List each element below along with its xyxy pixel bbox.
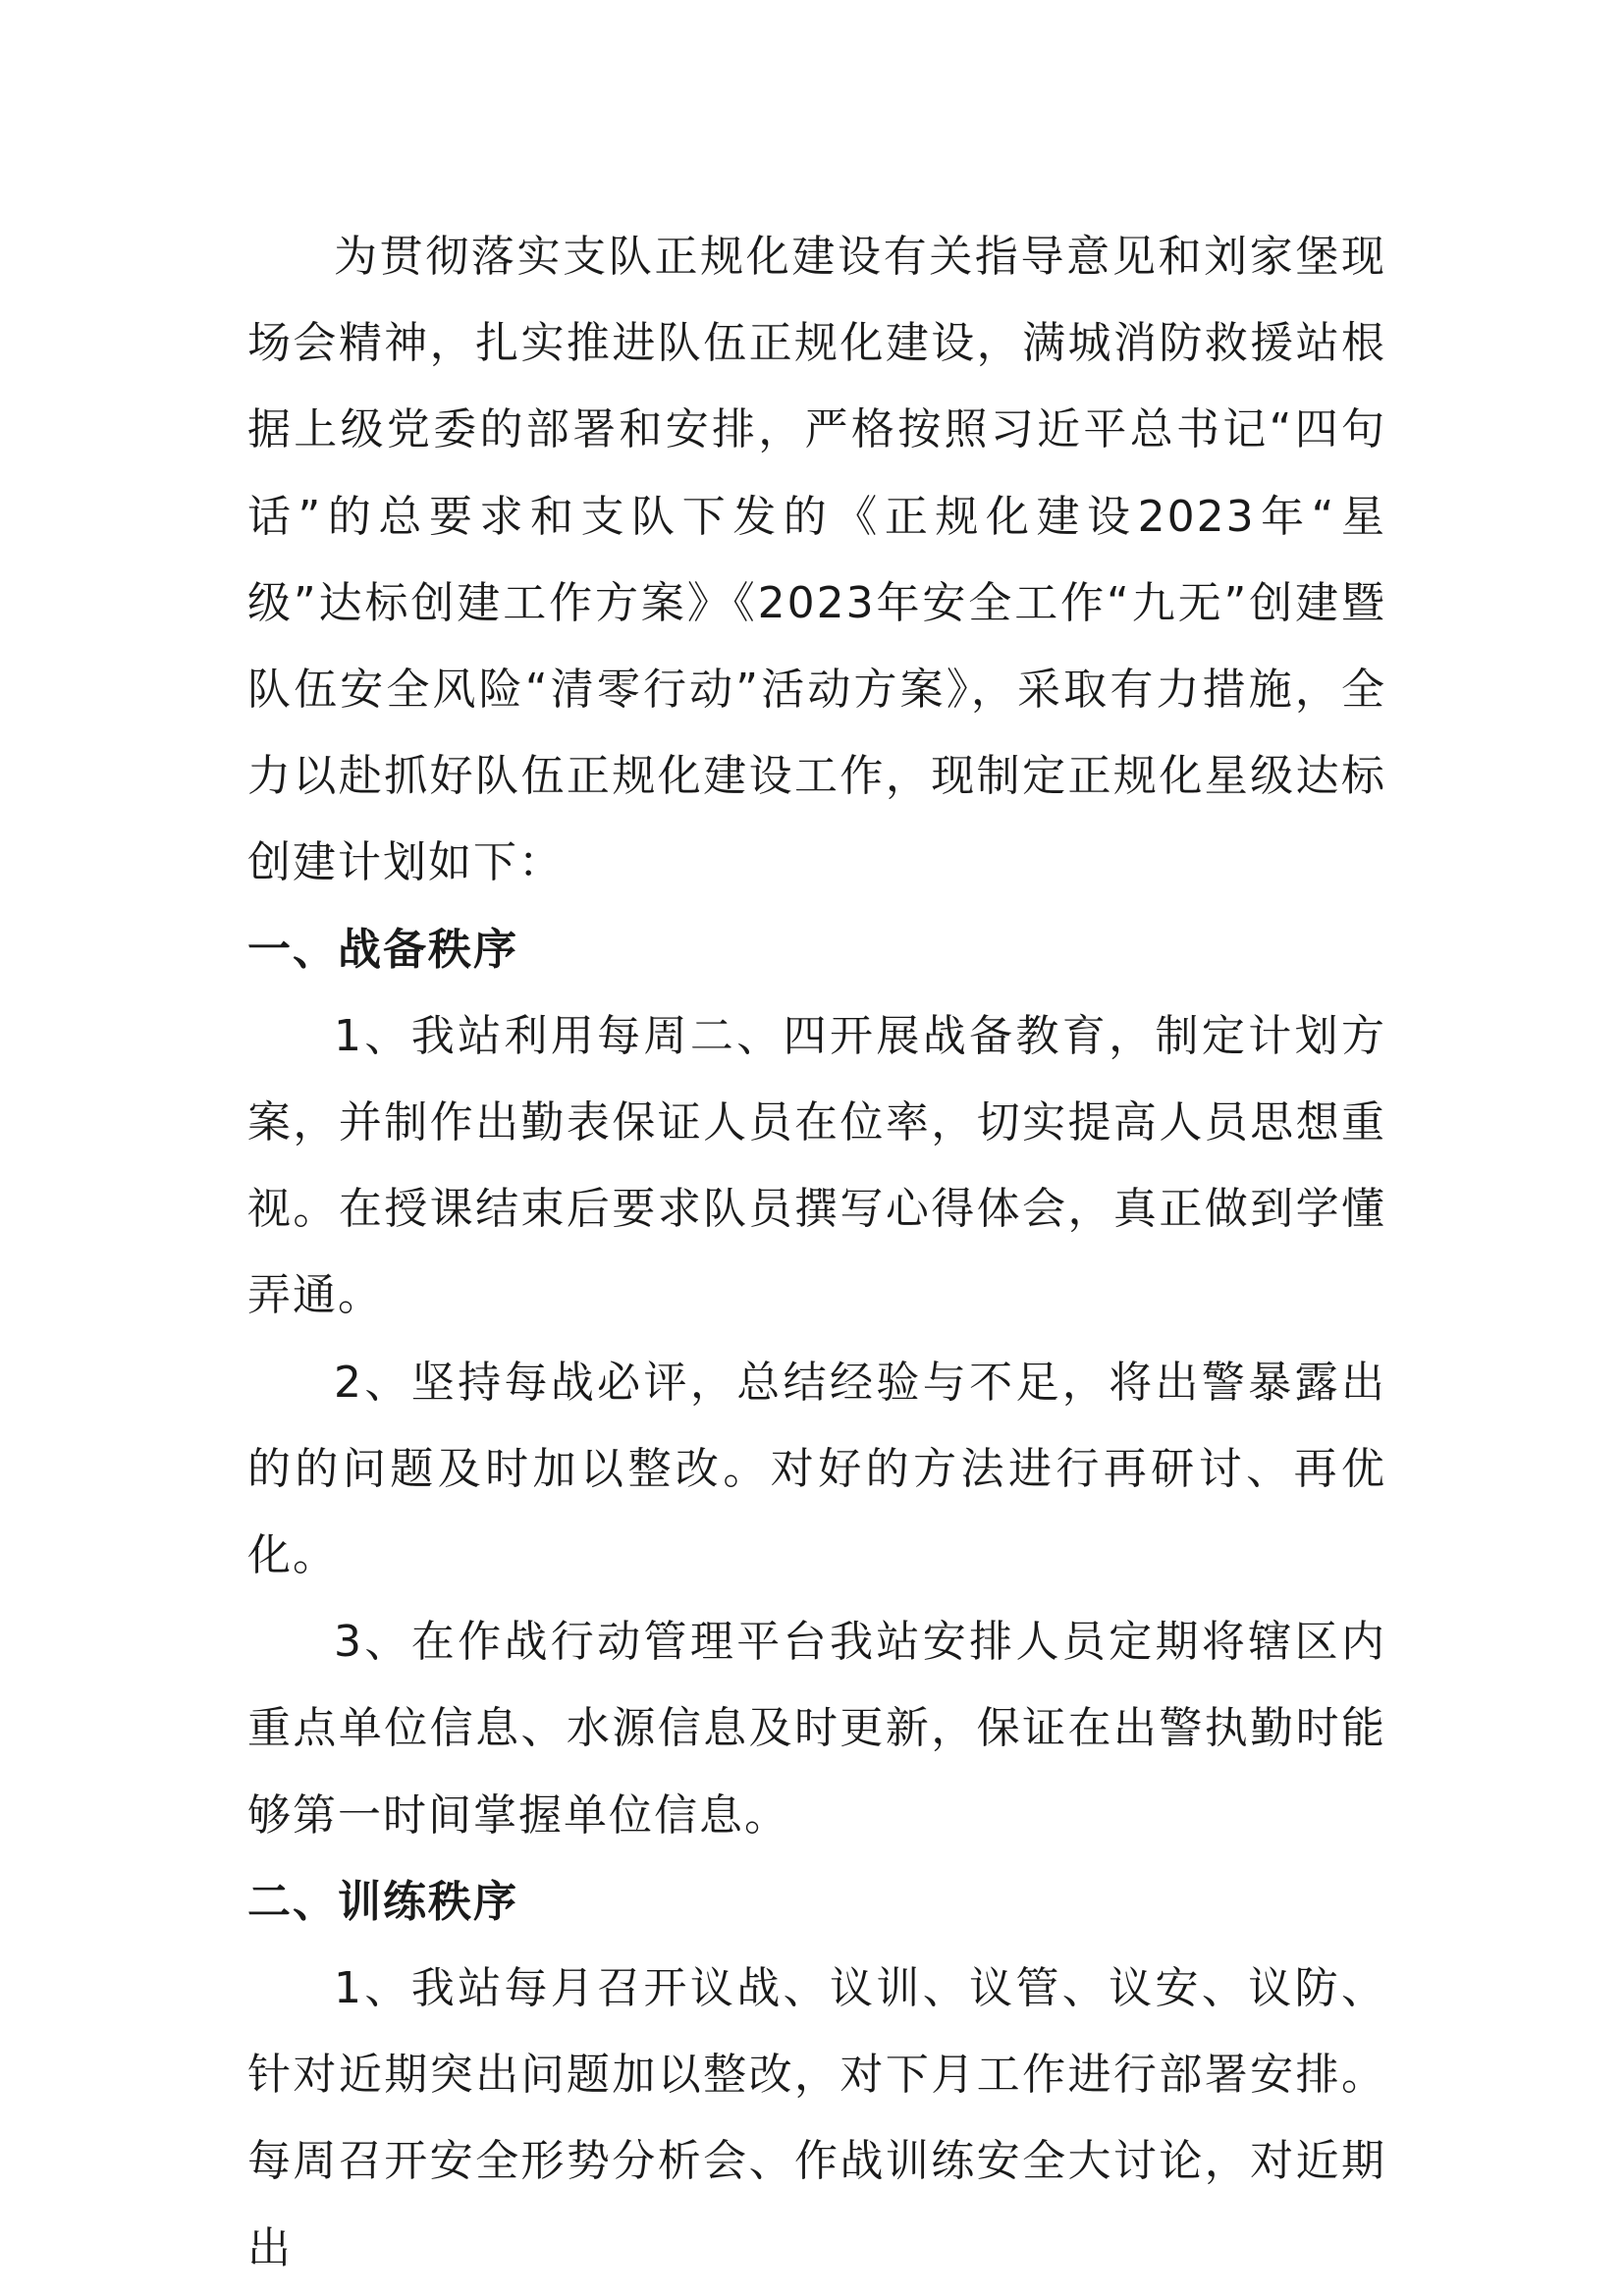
combat-readiness-item-3: 3、在作战行动管理平台我站安排人员定期将辖区内重点单位信息、水源信息及时更新，保证在出警执勤时能够第一时间掌握单位信息。: [247, 1617, 1386, 1841]
document-body: [247, 214, 1386, 2292]
training-item-1: 1、我站每月召开议战、议训、议管、议安、议防、针对近期突出问题加以整改，对下月工作进行部署安排。每周召开安全形势分析会、作战训练安全大讨论，对近期出: [247, 1963, 1386, 2273]
combat-readiness-item-1: 1、我站利用每周二、四开展战备教育，制定计划方案，并制作出勤表保证人员在位率，切实提高人员思想重视。在授课结束后要求队员撰写心得体会，真正做到学懂弄通。: [247, 1010, 1386, 1321]
combat-readiness-item-2: 2、坚持每战必评，总结经验与不足，将出警暴露出的的问题及时加以整改。对好的方法进行再研讨、再优化。: [247, 1357, 1386, 1581]
section-heading-training: 二、训练秩序: [247, 1876, 518, 1927]
section-heading-combat-readiness: 一、战备秩序: [247, 924, 518, 975]
intro-paragraph: 为贯彻落实支队正规化建设有关指导意见和刘家堡现场会精神，扎实推进队伍正规化建设，满城消防救援站根据上级党委的部署和安排，严格按照习近平总书记“四句话”的总要求和支队下发的《正规化建设2023年“星级”达标创建工作方案》《2023年安全工作“九无”创建暨队伍安全风险“清零行动”活动方案》，采取有力措施，全力以赴抓好队伍正规化建设工作，现制定正规化星级达标创建计划如下：: [247, 232, 1387, 888]
